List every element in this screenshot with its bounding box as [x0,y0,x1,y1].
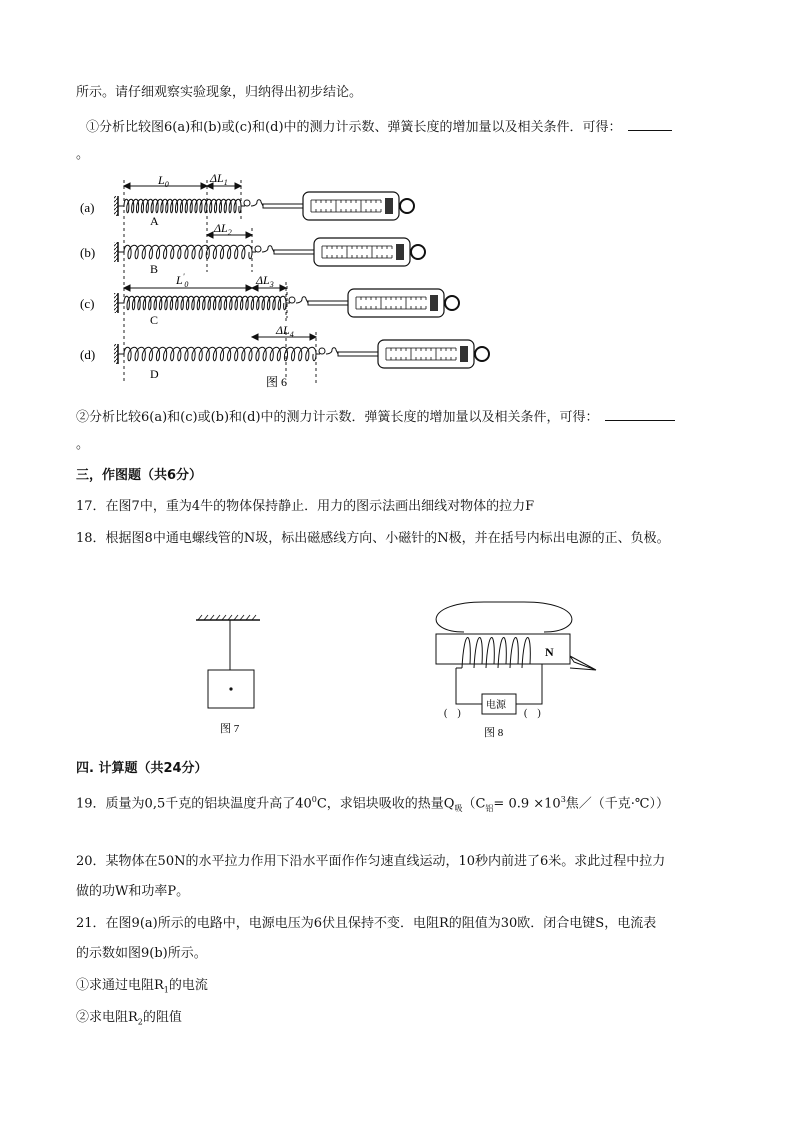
figure-8-caption: 图 8 [484,727,504,739]
q21-sub1-subscript: 1 [163,985,169,995]
scale-rod-4 [338,352,378,356]
scale-ring-2 [411,245,425,259]
spring-a [118,199,241,213]
section-3-title: 三，作图题（共6分） [76,468,203,483]
spring-c [118,296,286,310]
figure-8 [424,598,604,740]
spring-label-c: C [150,313,159,327]
circuit-wire [456,668,482,704]
question-21-sub-2 [76,1009,182,1032]
row-label-d: (d) [80,347,96,362]
question-20-line-2: 做的功W和功率P。 [76,884,190,899]
figure-6 [76,172,616,394]
figure-7 [192,614,272,738]
q21-sub1-text-b: 的电流 [168,978,208,993]
q19-sub-aluminum: 铝 [485,803,494,813]
question-19 [76,791,669,818]
answer-blank-1[interactable] [628,116,672,131]
scale-rod-1 [263,204,303,208]
intro-text: 所示。请仔细观察实验现象，归纳得出初步结论。 [76,85,363,100]
scale-label-block-3 [430,295,438,311]
question-16-part2 [76,406,675,427]
scale-body-1 [303,192,399,220]
scale-hook-2 [252,246,274,252]
scale-hook-4 [316,348,338,354]
row-label-c: (c) [80,296,95,311]
question-17: 17．在图7中，重为4牛的物体保持静止．用力的图示法画出细线对物体的拉力F [76,499,535,514]
q19-part-d: = 0.9 ×10 [493,796,561,812]
compass-needle[interactable] [570,656,596,670]
q19-sub-absorb: 吸 [454,803,463,813]
label-dL1: $\Delta L_1$ [210,172,228,187]
row-label-b: (b) [80,245,96,260]
spring-scales [241,192,489,368]
label-dL3: $\Delta L_3$ [256,273,274,289]
scale-label-block-4 [460,346,468,362]
wall-mounts [114,196,118,364]
left-bracket[interactable]: ( ) [444,708,461,719]
scale-ring-1 [400,199,414,213]
q21-sub1-text-a: ①求通过电阻R [76,978,164,993]
figure-6-caption: 图 6 [266,375,288,389]
figure-7-caption: 图 7 [220,723,240,735]
magnetic-field-loop [436,602,572,632]
q21-sub2-text-b: 的阻值 [142,1010,182,1025]
spring-label-b: B [150,262,159,276]
q19-exponent: 3 [560,795,566,804]
question-16-part1-text: ①分析比较图6(a)和(b)或(c)和(d)中的测力计示数、弹簧长度的增加量以及相关条件．可得： [86,120,622,135]
scale-hook-1 [241,200,263,206]
label-dL4: $\Delta L_4$ [276,323,294,339]
question-16-part1-end: 。 [76,147,90,162]
scale-label-block-1 [385,198,393,214]
n-pole-label: N [545,645,554,659]
scale-body-4 [378,340,474,368]
scale-body-2 [314,238,410,266]
q19-part-a: 19．质量为0,5千克的铝块温度升高了40 [76,796,312,812]
q21-sub2-text-a: ②求电阻R [76,1010,138,1025]
label-dL2: $\Delta L_2$ [214,221,232,237]
right-bracket[interactable]: ( ) [524,708,541,719]
q19-degree: 0 [311,795,317,804]
scale-rod-2 [274,250,314,254]
answer-blank-2[interactable] [605,406,675,421]
question-20-line-1: 20．某物体在50N的水平拉力作用下沿水平面作作匀速直线运动，10秒内前进了6米。求此过程中拉力 [76,854,666,869]
question-16-part2-text: ②分析比较6(a)和(c)或(b)和(d)中的测力计示数．弹簧长度的增加量以及相关条件，可得： [76,410,599,425]
spring-label-a: A [150,214,159,228]
scale-label-block-2 [396,244,404,260]
label-L0-prime: $L'_0$ [176,272,189,289]
section-4-title: 四. 计算题（共24分） [76,761,208,776]
q19-part-c: （C [462,796,486,812]
question-21-line-2: 的示数如图9(b)所示。 [76,946,207,961]
q19-part-e: 焦／（千克·℃）） [565,796,669,812]
power-source-label: 电源 [486,700,506,711]
question-16-part1 [86,116,672,137]
scale-hook-3 [286,297,308,303]
center-point [229,687,232,690]
question-18: 18．根据图8中通电螺线管的N圾，标出磁感线方向、小磁针的N极，并在括号内标出电源的正、负极。 [76,531,670,546]
spring-b [118,245,252,259]
spring-label-d: D [150,367,159,381]
scale-ring-3 [445,296,459,310]
q21-sub2-subscript: 2 [137,1017,143,1027]
scale-rod-3 [308,301,348,305]
q19-part-b: C，求铝块吸收的热量Q [316,796,455,812]
question-21-sub-1 [76,977,208,1000]
scale-body-3 [348,289,444,317]
question-16-part2-end: 。 [76,437,90,452]
question-21-line-1: 21．在图9(a)所示的电路中，电源电压为6伏且保持不变．电阻R的阻值为30欧．闭合电键S，电流表 [76,916,657,931]
label-L0: $L_0$ [158,173,169,189]
scale-ring-4 [475,347,489,361]
row-label-a: (a) [80,200,95,215]
